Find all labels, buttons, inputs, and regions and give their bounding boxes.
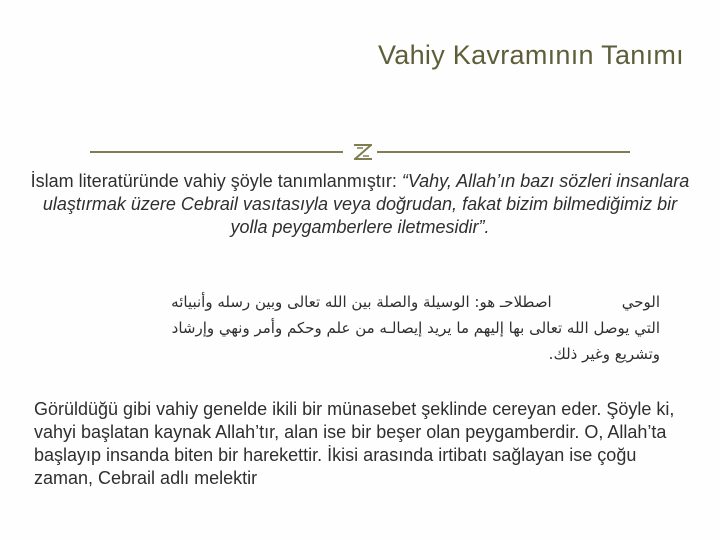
title-divider (90, 140, 630, 164)
body-paragraph: Görüldüğü gibi vahiy genelde ikili bir münasebet şeklinde cereyan eder. Şöyle ki, vahyi başlatan kaynak Allah’tır, alan ise bir beşer olan peygamberdir. O, Allah’ta başlayıp insanda biten bir harekettir. İkisi arasında irtibatı sağlayan ise çoğu zaman, Cebrail adlı melektir (34, 399, 675, 488)
arabic-line-2: التي يوصل الله تعالى بها إليهم ما يريد إيصالـه من علم وحكم وأمر ونهي وإرشاد (171, 319, 660, 337)
slide-title: Vahiy Kavramının Tanımı (377, 40, 684, 70)
arabic-term: الوحي (621, 293, 660, 311)
intro-quote: “Vahy, Allah’ın bazı sözleri insanlara ulaştırmak üzere Cebrail vasıtasıyla veya doğrudan, fakat bizim bilmediğimiz bir yolla peygamberlere iletmesidir”. (42, 171, 690, 237)
decorative-flourish-icon (351, 140, 375, 164)
arabic-line-3: وتشريع وغير ذلك. (548, 345, 660, 363)
divider-line-left (90, 151, 343, 153)
arabic-line-1-text: اصطلاحـ هو: الوسيلة والصلة بين الله تعالى وبين رسله وأنبيائه (171, 293, 552, 311)
divider-line-right (377, 151, 630, 153)
arabic-definition (60, 289, 660, 367)
intro-lead: İslam literatüründe vahiy şöyle tanımlanmıştır: (30, 171, 402, 191)
arabic-line-1 (60, 289, 660, 315)
intro-paragraph (30, 170, 690, 239)
